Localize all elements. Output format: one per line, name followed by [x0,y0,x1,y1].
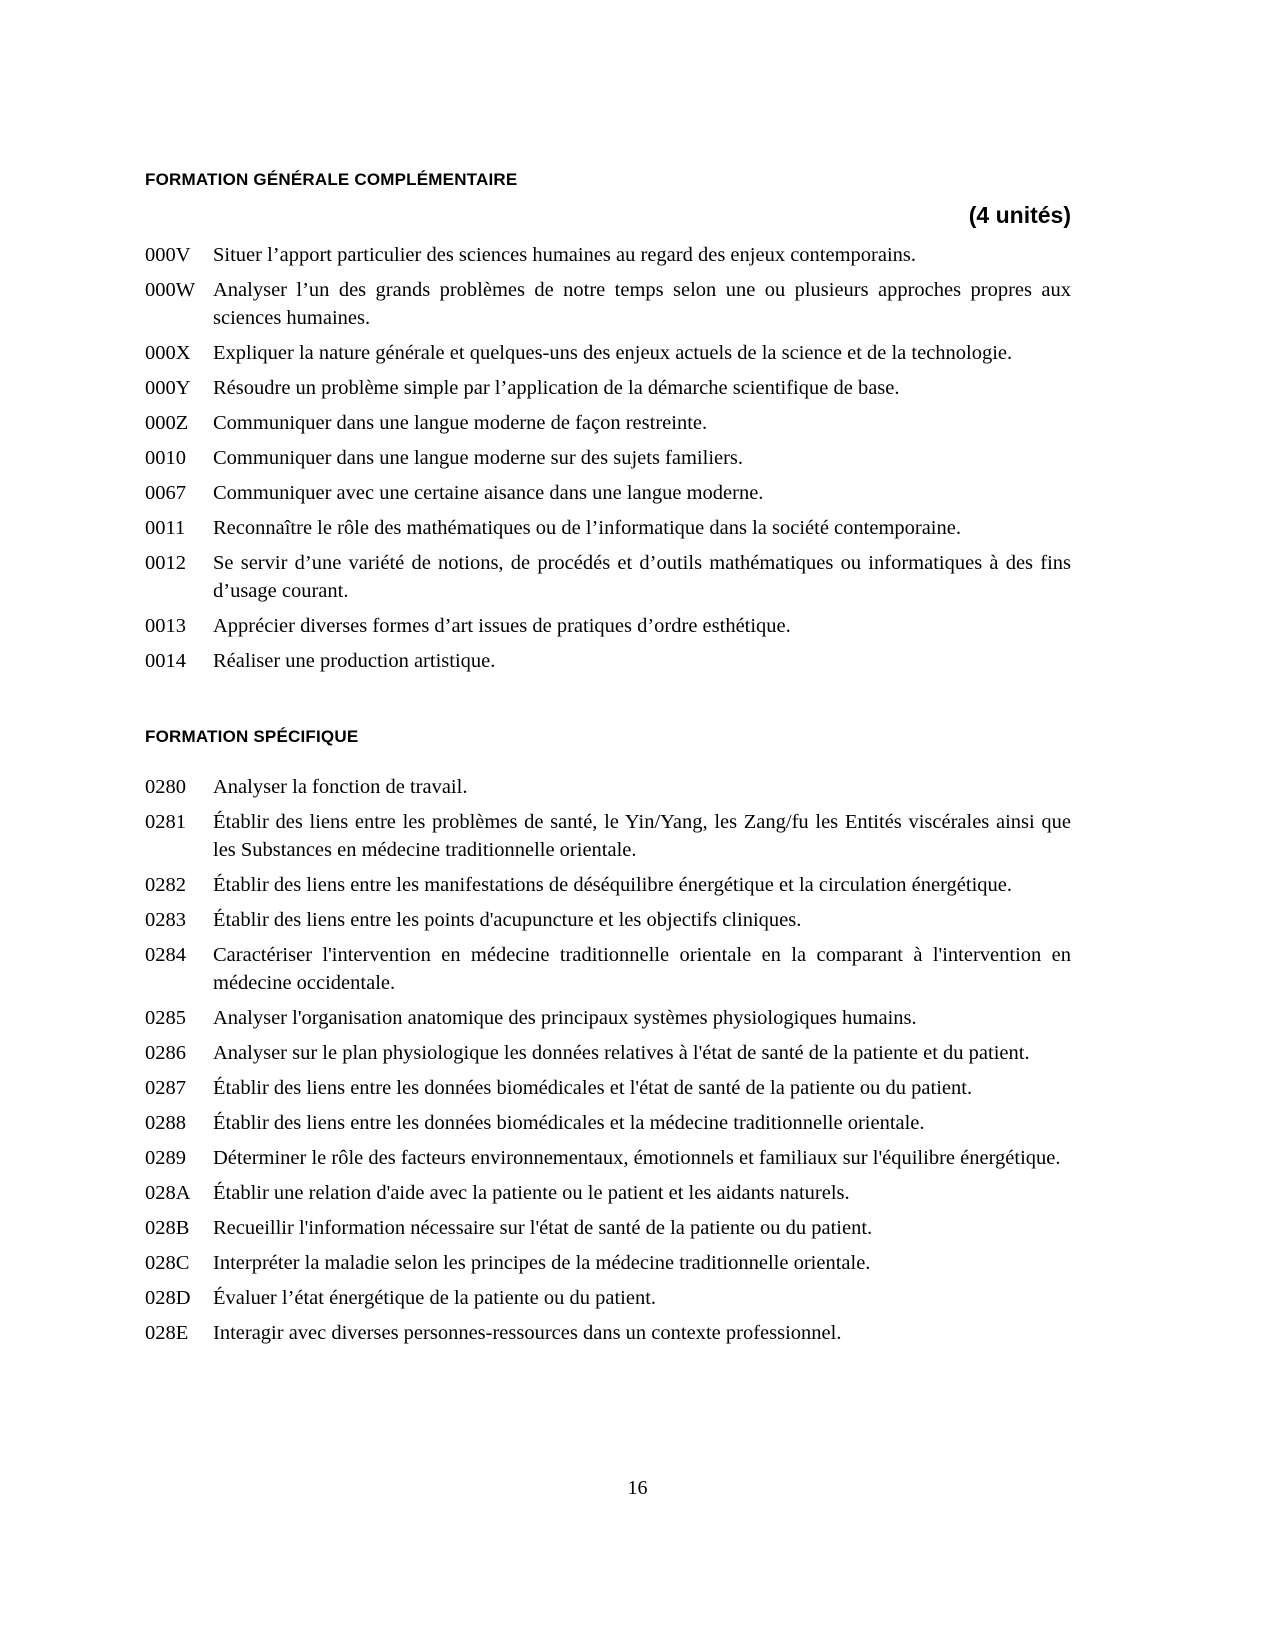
objective-code: 0012 [145,552,186,574]
objective-text: Évaluer l’état énergétique de la patiente ou du patient. [213,1287,657,1309]
objective-item [145,1214,1071,1242]
objective-item [145,1249,1071,1277]
objective-item [145,339,1071,367]
objective-code: 0286 [145,1042,186,1064]
objective-text: Interagir avec diverses personnes-ressources dans un contexte professionnel. [213,1322,842,1344]
objective-item [145,1074,1071,1102]
objective-item [145,941,1071,997]
objective-text: Établir des liens entre les problèmes de santé, le Yin/Yang, les Zang/fu les Entités viscérales ainsi que les Substances en médecine traditionnelle orientale. [213,811,1071,861]
objective-text: Établir des liens entre les données biomédicales et l'état de santé de la patiente ou du patient. [213,1077,973,1099]
objective-list-formation-specifique [145,773,1071,1347]
objective-text: Déterminer le rôle des facteurs environnementaux, émotionnels et familiaux sur l'équilibre énergétique. [213,1147,1061,1169]
objective-code: 000Y [145,377,191,399]
objective-text: Établir une relation d'aide avec la patiente ou le patient et les aidants naturels. [213,1182,850,1204]
section-heading-formation-specifique: FORMATION SPÉCIFIQUE [145,727,359,746]
objective-item [145,1109,1071,1137]
objective-item [145,549,1071,605]
objective-text: Communiquer dans une langue moderne de façon restreinte. [213,412,708,434]
page-number: 16 [627,1477,648,1499]
objective-text: Établir des liens entre les points d'acupuncture et les objectifs cliniques. [213,909,802,931]
objective-item [145,514,1071,542]
objective-item [145,1319,1071,1347]
objective-item [145,808,1071,864]
objective-code: 0014 [145,650,186,672]
units-label: (4 unités) [968,202,1071,228]
objective-item [145,409,1071,437]
objective-code: 0287 [145,1077,186,1099]
objective-item [145,444,1071,472]
objective-code: 028C [145,1252,190,1274]
objective-item [145,374,1071,402]
objective-text: Recueillir l'information nécessaire sur l'état de santé de la patiente ou du patient. [213,1217,873,1239]
objective-code: 0285 [145,1007,186,1029]
objective-text: Analyser la fonction de travail. [213,776,468,798]
objective-code: 028E [145,1322,189,1344]
page-content [145,170,1071,1354]
objective-item [145,1144,1071,1172]
objective-item [145,276,1071,332]
objective-item [145,871,1071,899]
objective-text: Reconnaître le rôle des mathématiques ou de l’informatique dans la société contemporaine. [213,517,961,539]
objective-code: 0284 [145,944,186,966]
objective-text: Réaliser une production artistique. [213,650,496,672]
objective-code: 000Z [145,412,189,434]
objective-text: Communiquer dans une langue moderne sur des sujets familiers. [213,447,744,469]
objective-text: Se servir d’une variété de notions, de procédés et d’outils mathématiques ou informatiques à des fins d’usage courant. [213,552,1071,602]
objective-item [145,1004,1071,1032]
objective-code: 028D [145,1287,191,1309]
section-heading-formation-generale: FORMATION GÉNÉRALE COMPLÉMENTAIRE [145,170,518,189]
objective-code: 0067 [145,482,186,504]
objective-text: Caractériser l'intervention en médecine traditionnelle orientale en la comparant à l'intervention en médecine occidentale. [213,944,1071,994]
objective-text: Communiquer avec une certaine aisance dans une langue moderne. [213,482,764,504]
objective-item [145,612,1071,640]
objective-code: 0283 [145,909,186,931]
objective-text: Analyser l’un des grands problèmes de notre temps selon une ou plusieurs approches propres aux sciences humaines. [213,279,1071,329]
objective-text: Analyser l'organisation anatomique des principaux systèmes physiologiques humains. [213,1007,917,1029]
objective-code: 0280 [145,776,186,798]
objective-code: 000W [145,279,196,301]
objective-item [145,241,1071,269]
objective-item [145,647,1071,675]
objective-code: 028B [145,1217,190,1239]
objective-code: 0013 [145,615,186,637]
objective-text: Établir des liens entre les manifestations de déséquilibre énergétique et la circulation énergétique. [213,874,1013,896]
objective-text: Analyser sur le plan physiologique les données relatives à l'état de santé de la patiente et du patient. [213,1042,1030,1064]
objective-item [145,1039,1071,1067]
objective-code: 0011 [145,517,186,539]
objective-item [145,479,1071,507]
objective-text: Résoudre un problème simple par l’application de la démarche scientifique de base. [213,377,900,399]
objective-item [145,1179,1071,1207]
objective-text: Établir des liens entre les données biomédicales et la médecine traditionnelle orientale. [213,1112,925,1134]
objective-code: 000X [145,342,191,364]
objective-code: 0289 [145,1147,186,1169]
objective-code: 0010 [145,447,186,469]
objective-code: 0288 [145,1112,186,1134]
objective-code: 028A [145,1182,191,1204]
objective-text: Expliquer la nature générale et quelques-uns des enjeux actuels de la science et de la technologie. [213,342,1013,364]
objective-text: Situer l’apport particulier des sciences humaines au regard des enjeux contemporains. [213,244,917,266]
objective-item [145,773,1071,801]
objective-item [145,906,1071,934]
objective-text: Interpréter la maladie selon les principes de la médecine traditionnelle orientale. [213,1252,871,1274]
objective-item [145,1284,1071,1312]
objective-code: 0282 [145,874,186,896]
objective-code: 000V [145,244,191,266]
objective-list-formation-generale [145,241,1071,675]
objective-code: 0281 [145,811,186,833]
objective-text: Apprécier diverses formes d’art issues de pratiques d’ordre esthétique. [213,615,791,637]
